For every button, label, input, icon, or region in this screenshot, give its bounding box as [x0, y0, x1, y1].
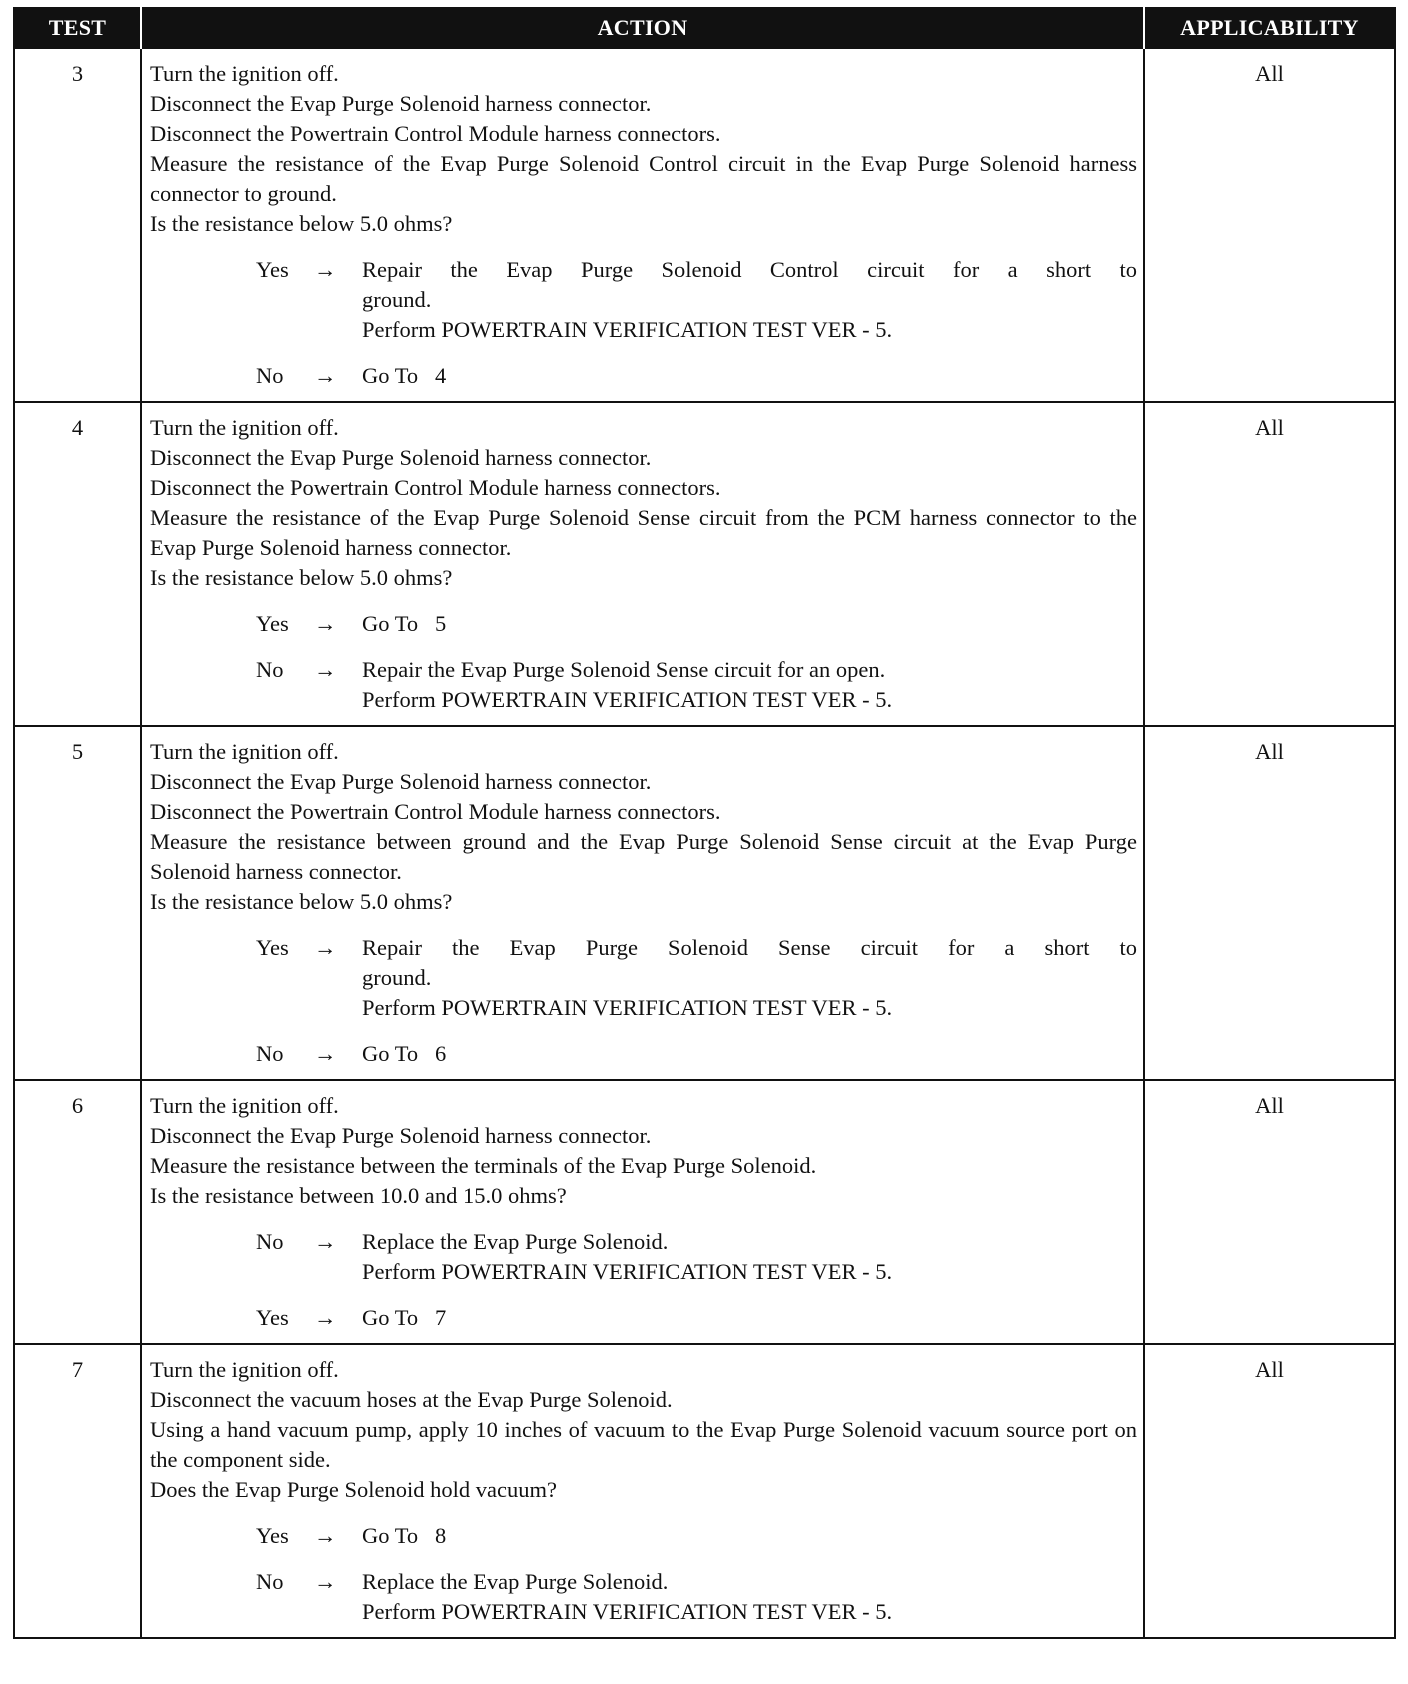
test-row-5: [14, 726, 1395, 1080]
action-steps: [150, 1355, 1137, 1505]
outcome-result: [362, 609, 1137, 639]
outcome-line: Repair the Evap Purge Solenoid Sense circuit for an open.: [362, 657, 886, 682]
arrow-right-icon: →: [314, 257, 337, 282]
action-outcomes: [150, 255, 1137, 391]
action-step: Turn the ignition off.: [150, 61, 339, 86]
test-number: 6: [14, 1080, 141, 1344]
action-step: Is the resistance below 5.0 ohms?: [150, 211, 453, 236]
header-applicability: APPLICABILITY: [1144, 8, 1395, 48]
arrow-right-icon: →: [314, 1569, 337, 1594]
arrow-right-icon: →: [314, 363, 337, 388]
outcome-line: ground.: [362, 965, 432, 990]
action-outcomes: [150, 609, 1137, 715]
action-step: Is the resistance between 10.0 and 15.0 ohms?: [150, 1183, 567, 1208]
outcome-line: Repair the Evap Purge Solenoid Sense circuit for a short to: [362, 935, 1137, 960]
outcome-answer: No: [256, 363, 284, 388]
outcome-no: [256, 1039, 1137, 1069]
test-number: 5: [14, 726, 141, 1080]
test-row-6: [14, 1080, 1395, 1344]
action-steps: [150, 413, 1137, 593]
outcome-no: [256, 1227, 1137, 1287]
outcome-line: Go To 6: [362, 1041, 447, 1066]
action-step: Disconnect the Powertrain Control Module harness connectors.: [150, 799, 721, 824]
outcome-line: Go To 7: [362, 1305, 447, 1330]
outcome-yes: [256, 933, 1137, 1023]
action-step: Measure the resistance between the terminals of the Evap Purge Solenoid.: [150, 1153, 817, 1178]
outcome-result: [362, 1521, 1137, 1551]
outcome-answer: No: [256, 657, 284, 682]
table-body: [14, 48, 1395, 1638]
action-step: Measure the resistance between ground and the Evap Purge Solenoid Sense circuit at the Evap Purge Solenoid harness connector.: [150, 829, 1137, 884]
arrow-right-icon: →: [314, 611, 337, 636]
outcome-line: Perform POWERTRAIN VERIFICATION TEST VER - 5.: [362, 1599, 893, 1624]
test-number: 3: [14, 48, 141, 402]
action-step: Is the resistance below 5.0 ohms?: [150, 889, 453, 914]
outcome-line: Go To 5: [362, 611, 447, 636]
outcome-result: [362, 933, 1137, 1023]
action-step: Turn the ignition off.: [150, 415, 339, 440]
outcome-line: Replace the Evap Purge Solenoid.: [362, 1569, 669, 1594]
outcome-line: Perform POWERTRAIN VERIFICATION TEST VER - 5.: [362, 687, 893, 712]
action-step: Using a hand vacuum pump, apply 10 inches of vacuum to the Evap Purge Solenoid vacuum source port on the component side.: [150, 1417, 1137, 1472]
action-steps: [150, 737, 1137, 917]
outcome-result: [362, 1303, 1137, 1333]
action-step: Measure the resistance of the Evap Purge Solenoid Sense circuit from the PCM harness connector to the Evap Purge Solenoid harness connector.: [150, 505, 1137, 560]
outcome-answer: No: [256, 1229, 284, 1254]
action-step: Does the Evap Purge Solenoid hold vacuum?: [150, 1477, 558, 1502]
test-number: 4: [14, 402, 141, 726]
applicability-value: All: [1144, 402, 1395, 726]
applicability-value: All: [1144, 48, 1395, 402]
applicability-value: All: [1144, 1080, 1395, 1344]
action-step: Turn the ignition off.: [150, 739, 339, 764]
outcome-yes: [256, 609, 1137, 639]
outcome-result: [362, 361, 1137, 391]
action-step: Disconnect the Evap Purge Solenoid harness connector.: [150, 1123, 652, 1148]
outcome-result: [362, 1227, 1137, 1287]
applicability-value: All: [1144, 726, 1395, 1080]
outcome-no: [256, 361, 1137, 391]
outcome-line: Perform POWERTRAIN VERIFICATION TEST VER - 5.: [362, 317, 893, 342]
action-step: Disconnect the Evap Purge Solenoid harness connector.: [150, 769, 652, 794]
arrow-right-icon: →: [314, 1229, 337, 1254]
action-step: Turn the ignition off.: [150, 1357, 339, 1382]
outcome-answer: Yes: [256, 257, 289, 282]
outcome-yes: [256, 1303, 1137, 1333]
arrow-right-icon: →: [314, 657, 337, 682]
action-outcomes: [150, 1521, 1137, 1627]
test-row-7: [14, 1344, 1395, 1638]
outcome-line: ground.: [362, 287, 432, 312]
outcome-result: [362, 255, 1137, 345]
outcome-line: Go To 8: [362, 1523, 447, 1548]
action-step: Disconnect the Evap Purge Solenoid harness connector.: [150, 91, 652, 116]
action-outcomes: [150, 933, 1137, 1069]
action-cell: [141, 1344, 1144, 1638]
outcome-no: [256, 1567, 1137, 1627]
action-step: Disconnect the Powertrain Control Module harness connectors.: [150, 475, 721, 500]
outcome-answer: Yes: [256, 1523, 289, 1548]
test-row-3: [14, 48, 1395, 402]
arrow-right-icon: →: [314, 935, 337, 960]
outcome-line: Perform POWERTRAIN VERIFICATION TEST VER - 5.: [362, 995, 893, 1020]
action-cell: [141, 402, 1144, 726]
applicability-value: All: [1144, 1344, 1395, 1638]
outcome-answer: Yes: [256, 1305, 289, 1330]
diagnostic-test-table: [13, 7, 1396, 1639]
outcome-line: Repair the Evap Purge Solenoid Control circuit for a short to: [362, 257, 1137, 282]
outcome-line: Perform POWERTRAIN VERIFICATION TEST VER - 5.: [362, 1259, 893, 1284]
outcome-result: [362, 655, 1137, 715]
table-header-row: [14, 8, 1395, 48]
test-number: 7: [14, 1344, 141, 1638]
action-step: Measure the resistance of the Evap Purge Solenoid Control circuit in the Evap Purge Solenoid harness connector to ground.: [150, 151, 1137, 206]
action-step: Disconnect the Evap Purge Solenoid harness connector.: [150, 445, 652, 470]
action-cell: [141, 48, 1144, 402]
outcome-line: Replace the Evap Purge Solenoid.: [362, 1229, 669, 1254]
outcome-answer: No: [256, 1041, 284, 1066]
action-steps: [150, 1091, 1137, 1211]
outcome-result: [362, 1039, 1137, 1069]
outcome-line: Go To 4: [362, 363, 447, 388]
outcome-answer: Yes: [256, 611, 289, 636]
arrow-right-icon: →: [314, 1041, 337, 1066]
outcome-answer: Yes: [256, 935, 289, 960]
header-test: TEST: [14, 8, 141, 48]
action-cell: [141, 1080, 1144, 1344]
action-step: Disconnect the vacuum hoses at the Evap Purge Solenoid.: [150, 1387, 673, 1412]
outcome-no: [256, 655, 1137, 715]
outcome-yes: [256, 255, 1137, 345]
action-step: Is the resistance below 5.0 ohms?: [150, 565, 453, 590]
arrow-right-icon: →: [314, 1305, 337, 1330]
action-step: Disconnect the Powertrain Control Module harness connectors.: [150, 121, 721, 146]
outcome-yes: [256, 1521, 1137, 1551]
header-action: ACTION: [141, 8, 1144, 48]
arrow-right-icon: →: [314, 1523, 337, 1548]
test-row-4: [14, 402, 1395, 726]
action-steps: [150, 59, 1137, 239]
action-outcomes: [150, 1227, 1137, 1333]
outcome-answer: No: [256, 1569, 284, 1594]
action-step: Turn the ignition off.: [150, 1093, 339, 1118]
outcome-result: [362, 1567, 1137, 1627]
action-cell: [141, 726, 1144, 1080]
